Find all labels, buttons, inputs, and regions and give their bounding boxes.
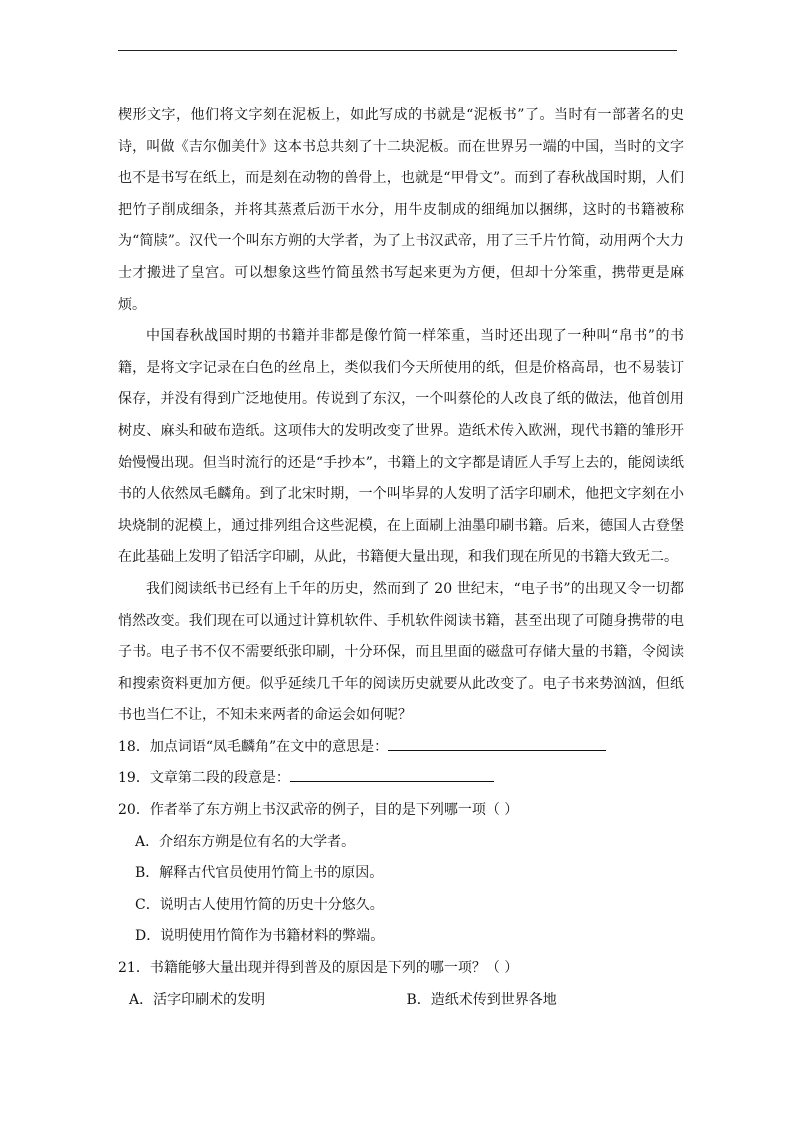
- question-21-stem: 21．书籍能够大量出现并得到普及的原因是下列的哪一项？（ ）: [118, 960, 519, 977]
- answer-blank-18[interactable]: [388, 736, 606, 751]
- question-20-stem: 20．作者举了东方朔上书汉武帝的例子，目的是下列哪一项（ ）: [118, 802, 519, 819]
- paragraph-1: 楔形文字，他们将文字刻在泥板上，如此写成的书就是“泥板书”了。当时有一部著名的史诗，叫做《吉尔伽美什》这本书总共刻了十二块泥板。而在世界另一端的中国，当时的文字也不是书写在纸上，而是刻在动物的兽骨上，也就是“甲骨文”。而到了春秋战国时期，人们把竹子削成细条，并将其蒸煮后沥干水分，用牛皮制成的细绳加以捆绑，这时的书籍被称为“简牍”。汉代一个叫东方朔的大学者，为了上书汉武帝，用了三千片竹简，动用两个大力士才搬进了皇宫。可以想象这些竹简虽然书写起来更为方便，但却十分笨重，携带更是麻烦。: [118, 107, 684, 313]
- question-21-options: [118, 985, 684, 1017]
- question-18: [118, 732, 684, 764]
- question-20-option-c[interactable]: C．说明古人使用竹简的历史十分悠久。: [135, 896, 384, 913]
- answer-blank-19[interactable]: [290, 767, 494, 782]
- question-20-option-b[interactable]: B．解释古代官员使用竹简上书的原因。: [135, 865, 384, 882]
- question-20-option-d[interactable]: D．说明使用竹简作为书籍材料的弊端。: [135, 928, 385, 945]
- question-18-text: 18．加点词语“凤毛麟角”在文中的意思是：: [118, 738, 389, 755]
- question-19-text: 19．文章第二段的段意是：: [118, 770, 290, 787]
- paragraph-2: 中国春秋战国时期的书籍并非都是像竹简一样笨重，当时还出现了一种叫“帛书”的书籍，是将文字记录在白色的丝帛上，类似我们今天所使用的纸，但是价格高昂，也不易装订保存，并没有得到广泛地使用。传说到了东汉，一个叫蔡伦的人改良了纸的做法，他首创用树皮、麻头和破布造纸。这项伟大的发明改变了世界。造纸术传入欧洲，现代书籍的雏形开始慢慢出现。但当时流行的还是“手抄本”，书籍上的文字都是请匠人手写上去的，能阅读纸书的人依然凤毛麟角。到了北宋时期，一个叫毕昇的人发明了活字印刷术，他把文字刻在小块烧制的泥模上，通过排列组合这些泥模，在上面刷上油墨印刷书籍。后来，德国人古登堡在此基础上发明了铅活字印刷，从此，书籍便大量出现，和我们现在所见的书籍大致无二。: [118, 328, 684, 566]
- header-rule: [118, 50, 677, 51]
- document-body: [118, 100, 684, 1016]
- question-21-option-b[interactable]: B．造纸术传到世界各地: [406, 991, 557, 1008]
- question-20-option-a[interactable]: A．介绍东方朔是位有名的大学者。: [135, 833, 356, 850]
- paragraph-3: 我们阅读纸书已经有上千年的历史，然而到了 20 世纪末，“电子书”的出现又令一切都悄然改变。我们现在可以通过计算机软件、手机软件阅读书籍，甚至出现了可随身携带的电子书。电子书不仅不需要纸张印刷，十分环保，而且里面的磁盘可存储大量的书籍，令阅读和搜索资料更加方便。似乎延续几千年的阅读历史就要从此改变了。电子书来势汹汹，但纸书也当仁不让，不知未来两者的命运会如何呢？: [118, 580, 684, 724]
- question-19: [118, 763, 684, 795]
- question-21-option-a[interactable]: A．活字印刷术的发明: [129, 991, 266, 1008]
